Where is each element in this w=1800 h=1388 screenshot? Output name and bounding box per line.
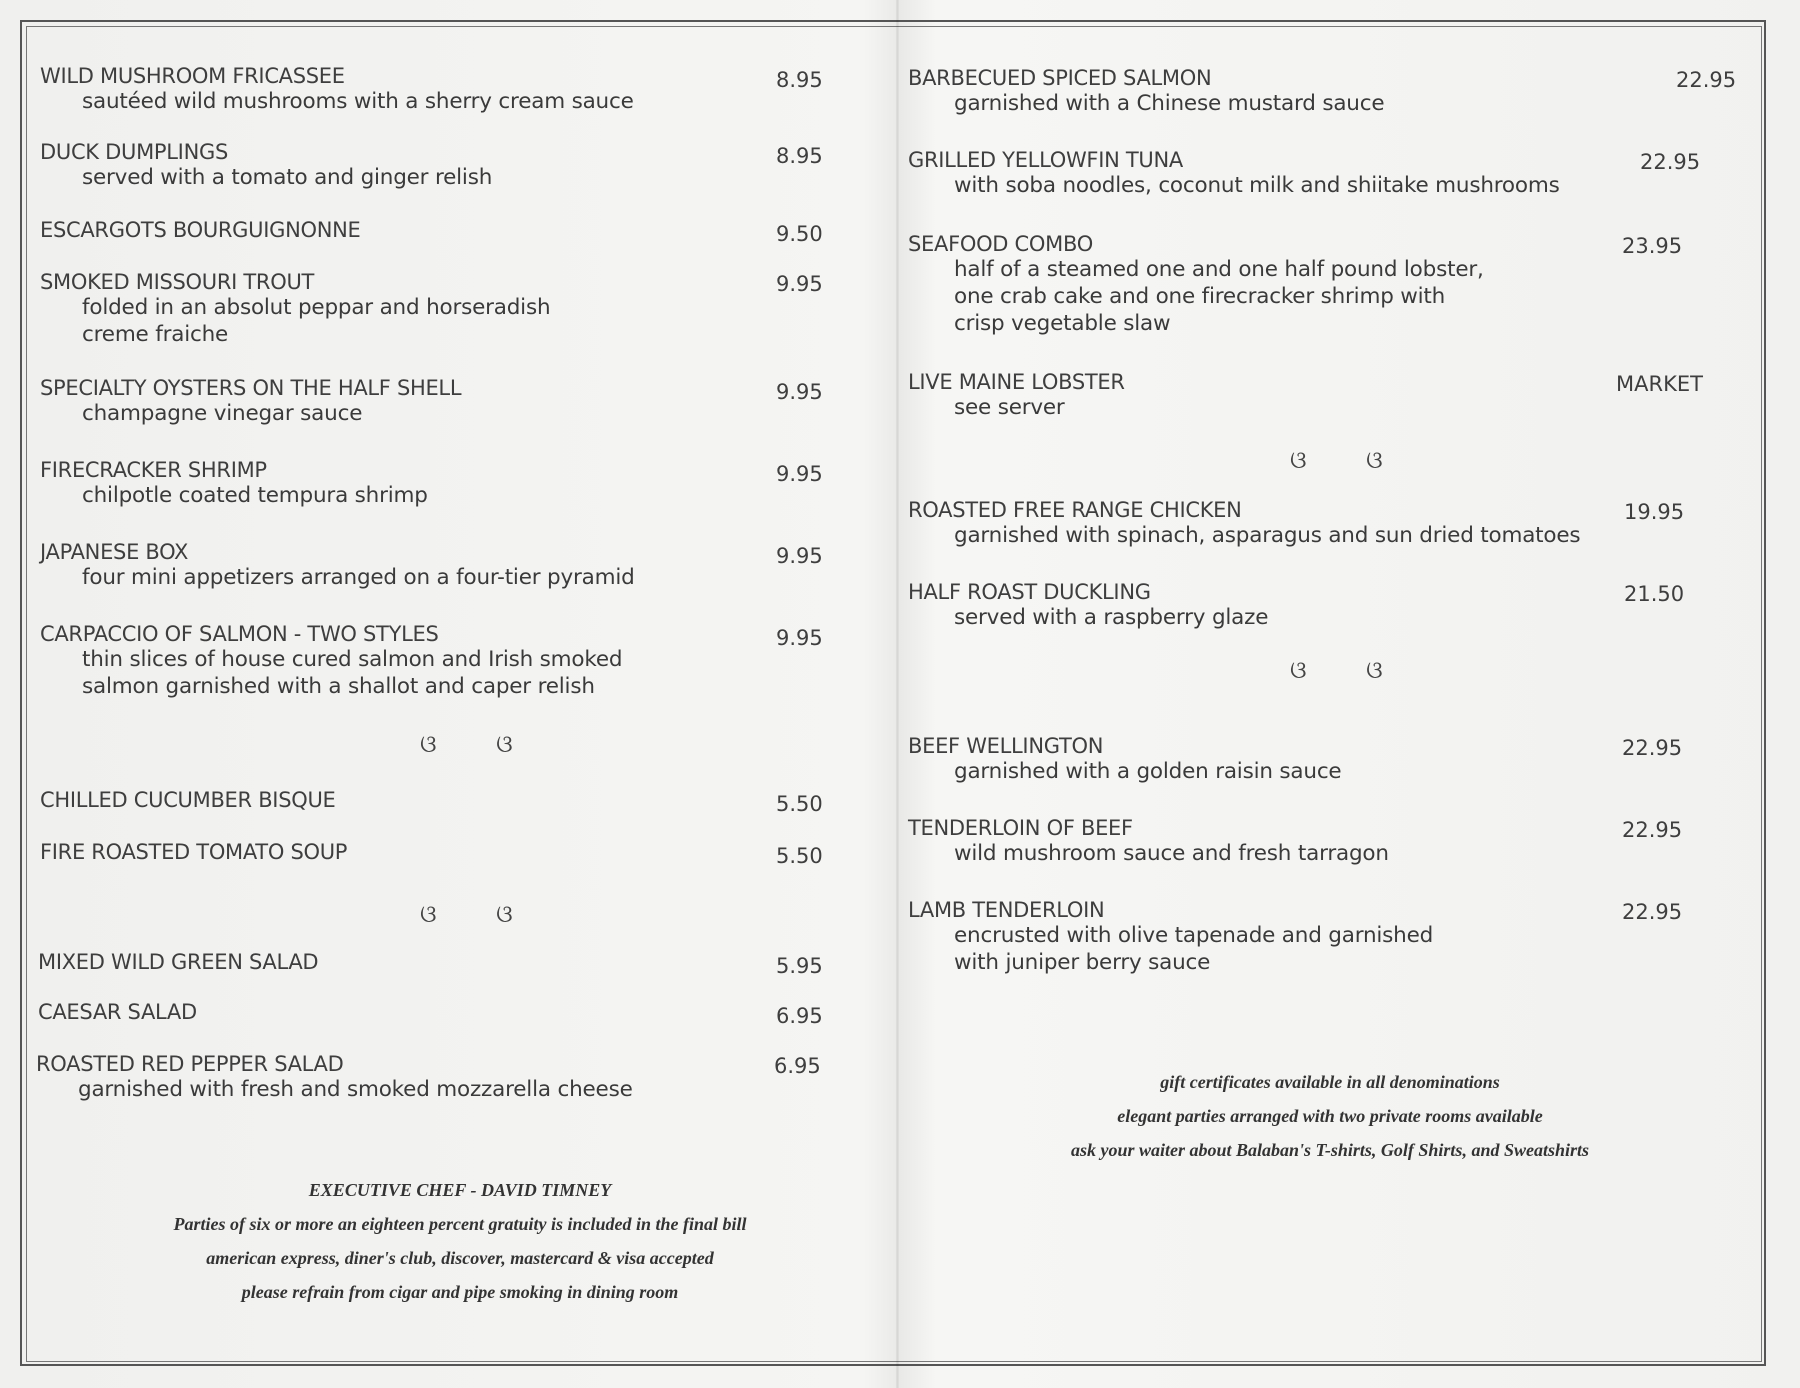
- item-price: 22.95: [1622, 818, 1683, 842]
- private-rooms-note: elegant parties arranged with two private rooms available: [1117, 1106, 1543, 1126]
- item-name: LIVE MAINE LOBSTER: [908, 370, 1125, 394]
- item-name: SPECIALTY OYSTERS ON THE HALF SHELL: [40, 376, 462, 400]
- item-price: MARKET: [1616, 372, 1703, 396]
- item-price: 9.95: [776, 380, 823, 404]
- item-description: creme fraiche: [82, 322, 229, 347]
- item-name: ROASTED FREE RANGE CHICKEN: [908, 498, 1242, 522]
- menu-item: [40, 540, 635, 591]
- item-description: folded in an absolut peppar and horseradish: [82, 295, 551, 320]
- menu-item: [40, 788, 336, 812]
- item-price: 21.50: [1624, 582, 1685, 606]
- item-description: champagne vinegar sauce: [82, 401, 363, 426]
- item-name: CHILLED CUCUMBER BISQUE: [40, 788, 336, 812]
- item-price: 8.95: [776, 144, 823, 168]
- menu-item: [40, 458, 428, 509]
- menu-item: [908, 370, 1125, 421]
- menu-item: [908, 816, 1389, 867]
- item-price: 22.95: [1622, 900, 1683, 924]
- item-description: served with a tomato and ginger relish: [82, 165, 493, 190]
- item-description: with soba noodles, coconut milk and shiitake mushrooms: [954, 173, 1560, 198]
- item-name: CAESAR SALAD: [38, 1000, 197, 1024]
- item-description: garnished with a Chinese mustard sauce: [954, 91, 1385, 116]
- item-name: HALF ROAST DUCKLING: [908, 580, 1151, 604]
- gift-certificates-note: gift certificates available in all denominations: [1160, 1072, 1500, 1092]
- item-price: 8.95: [776, 68, 823, 92]
- item-description: with juniper berry sauce: [954, 950, 1211, 975]
- item-price: 22.95: [1640, 150, 1701, 174]
- merchandise-note: ask your waiter about Balaban's T-shirts, Golf Shirts, and Sweatshirts: [1071, 1140, 1589, 1160]
- menu-item: [38, 1000, 197, 1024]
- menu-item: [40, 622, 622, 700]
- smoking-note: please refrain from cigar and pipe smoking in dining room: [241, 1282, 679, 1302]
- executive-chef-line: EXECUTIVE CHEF - DAVID TIMNEY: [308, 1180, 612, 1200]
- item-name: MIXED WILD GREEN SALAD: [38, 950, 319, 974]
- item-name: CARPACCIO OF SALMON - TWO STYLES: [40, 622, 439, 646]
- item-price: 9.95: [776, 462, 823, 486]
- item-price: 5.95: [776, 954, 823, 978]
- ornament-divider: ଓ ଓ: [1290, 446, 1409, 474]
- menu-item: [40, 376, 461, 427]
- item-description: see server: [954, 395, 1065, 420]
- menu-item: [908, 898, 1433, 976]
- item-description: salmon garnished with a shallot and caper relish: [82, 674, 595, 699]
- item-description: served with a raspberry glaze: [954, 605, 1269, 630]
- item-description: garnished with fresh and smoked mozzarella cheese: [78, 1077, 633, 1102]
- gratuity-note: Parties of six or more an eighteen percent gratuity is included in the final bill: [173, 1214, 747, 1234]
- menu-item: [40, 64, 634, 115]
- ornament-divider: ଓ ଓ: [420, 730, 539, 758]
- item-description: encrusted with olive tapenade and garnished: [954, 923, 1434, 948]
- item-description: thin slices of house cured salmon and Irish smoked: [82, 647, 623, 672]
- item-price: 19.95: [1624, 500, 1685, 524]
- menu-item: [40, 218, 361, 242]
- item-price: 5.50: [776, 844, 823, 868]
- menu-item: [40, 270, 550, 348]
- item-price: 9.95: [776, 626, 823, 650]
- item-name: DUCK DUMPLINGS: [40, 140, 228, 164]
- menu-item: [908, 66, 1384, 117]
- menu-item: [36, 1052, 633, 1103]
- item-price: 5.50: [776, 792, 823, 816]
- item-name: SMOKED MISSOURI TROUT: [40, 270, 315, 294]
- item-description: half of a steamed one and one half pound lobster,: [954, 257, 1484, 282]
- item-description: sautéed wild mushrooms with a sherry cream sauce: [82, 89, 634, 114]
- item-name: BARBECUED SPICED SALMON: [908, 66, 1212, 90]
- item-name: GRILLED YELLOWFIN TUNA: [908, 148, 1183, 172]
- item-price: 22.95: [1676, 68, 1737, 92]
- menu-item: [908, 232, 1484, 337]
- item-price: 6.95: [776, 1004, 823, 1028]
- menu-item: [908, 734, 1341, 785]
- menu-item: [908, 580, 1268, 631]
- menu-item: [908, 498, 1580, 549]
- item-price: 23.95: [1622, 234, 1683, 258]
- item-name: BEEF WELLINGTON: [908, 734, 1104, 758]
- item-description: four mini appetizers arranged on a four-tier pyramid: [82, 565, 635, 590]
- item-name: ROASTED RED PEPPER SALAD: [36, 1052, 344, 1076]
- ornament-divider: ଓ ଓ: [1290, 656, 1409, 684]
- ornament-divider: ଓ ଓ: [420, 900, 539, 928]
- item-description: one crab cake and one firecracker shrimp with: [954, 284, 1446, 309]
- item-price: 9.95: [776, 544, 823, 568]
- item-name: FIRE ROASTED TOMATO SOUP: [40, 840, 348, 864]
- item-description: wild mushroom sauce and fresh tarragon: [954, 841, 1389, 866]
- menu-item: [40, 840, 347, 864]
- item-name: WILD MUSHROOM FRICASSEE: [40, 64, 345, 88]
- item-name: JAPANESE BOX: [40, 540, 189, 564]
- menu-item: [908, 148, 1560, 199]
- item-name: LAMB TENDERLOIN: [908, 898, 1105, 922]
- payment-note: american express, diner's club, discover, mastercard & visa accepted: [206, 1248, 714, 1268]
- item-name: ESCARGOTS BOURGUIGNONNE: [40, 218, 361, 242]
- item-name: FIRECRACKER SHRIMP: [40, 458, 267, 482]
- item-price: 22.95: [1622, 736, 1683, 760]
- item-name: SEAFOOD COMBO: [908, 232, 1093, 256]
- menu-item: [40, 140, 492, 191]
- item-description: crisp vegetable slaw: [954, 311, 1171, 336]
- item-price: 9.50: [776, 222, 823, 246]
- item-description: garnished with a golden raisin sauce: [954, 759, 1342, 784]
- item-price: 9.95: [776, 272, 823, 296]
- menu-item: [38, 950, 318, 974]
- item-description: chilpotle coated tempura shrimp: [82, 483, 428, 508]
- item-name: TENDERLOIN OF BEEF: [908, 816, 1133, 840]
- item-description: garnished with spinach, asparagus and sun dried tomatoes: [954, 523, 1581, 548]
- item-price: 6.95: [774, 1054, 821, 1078]
